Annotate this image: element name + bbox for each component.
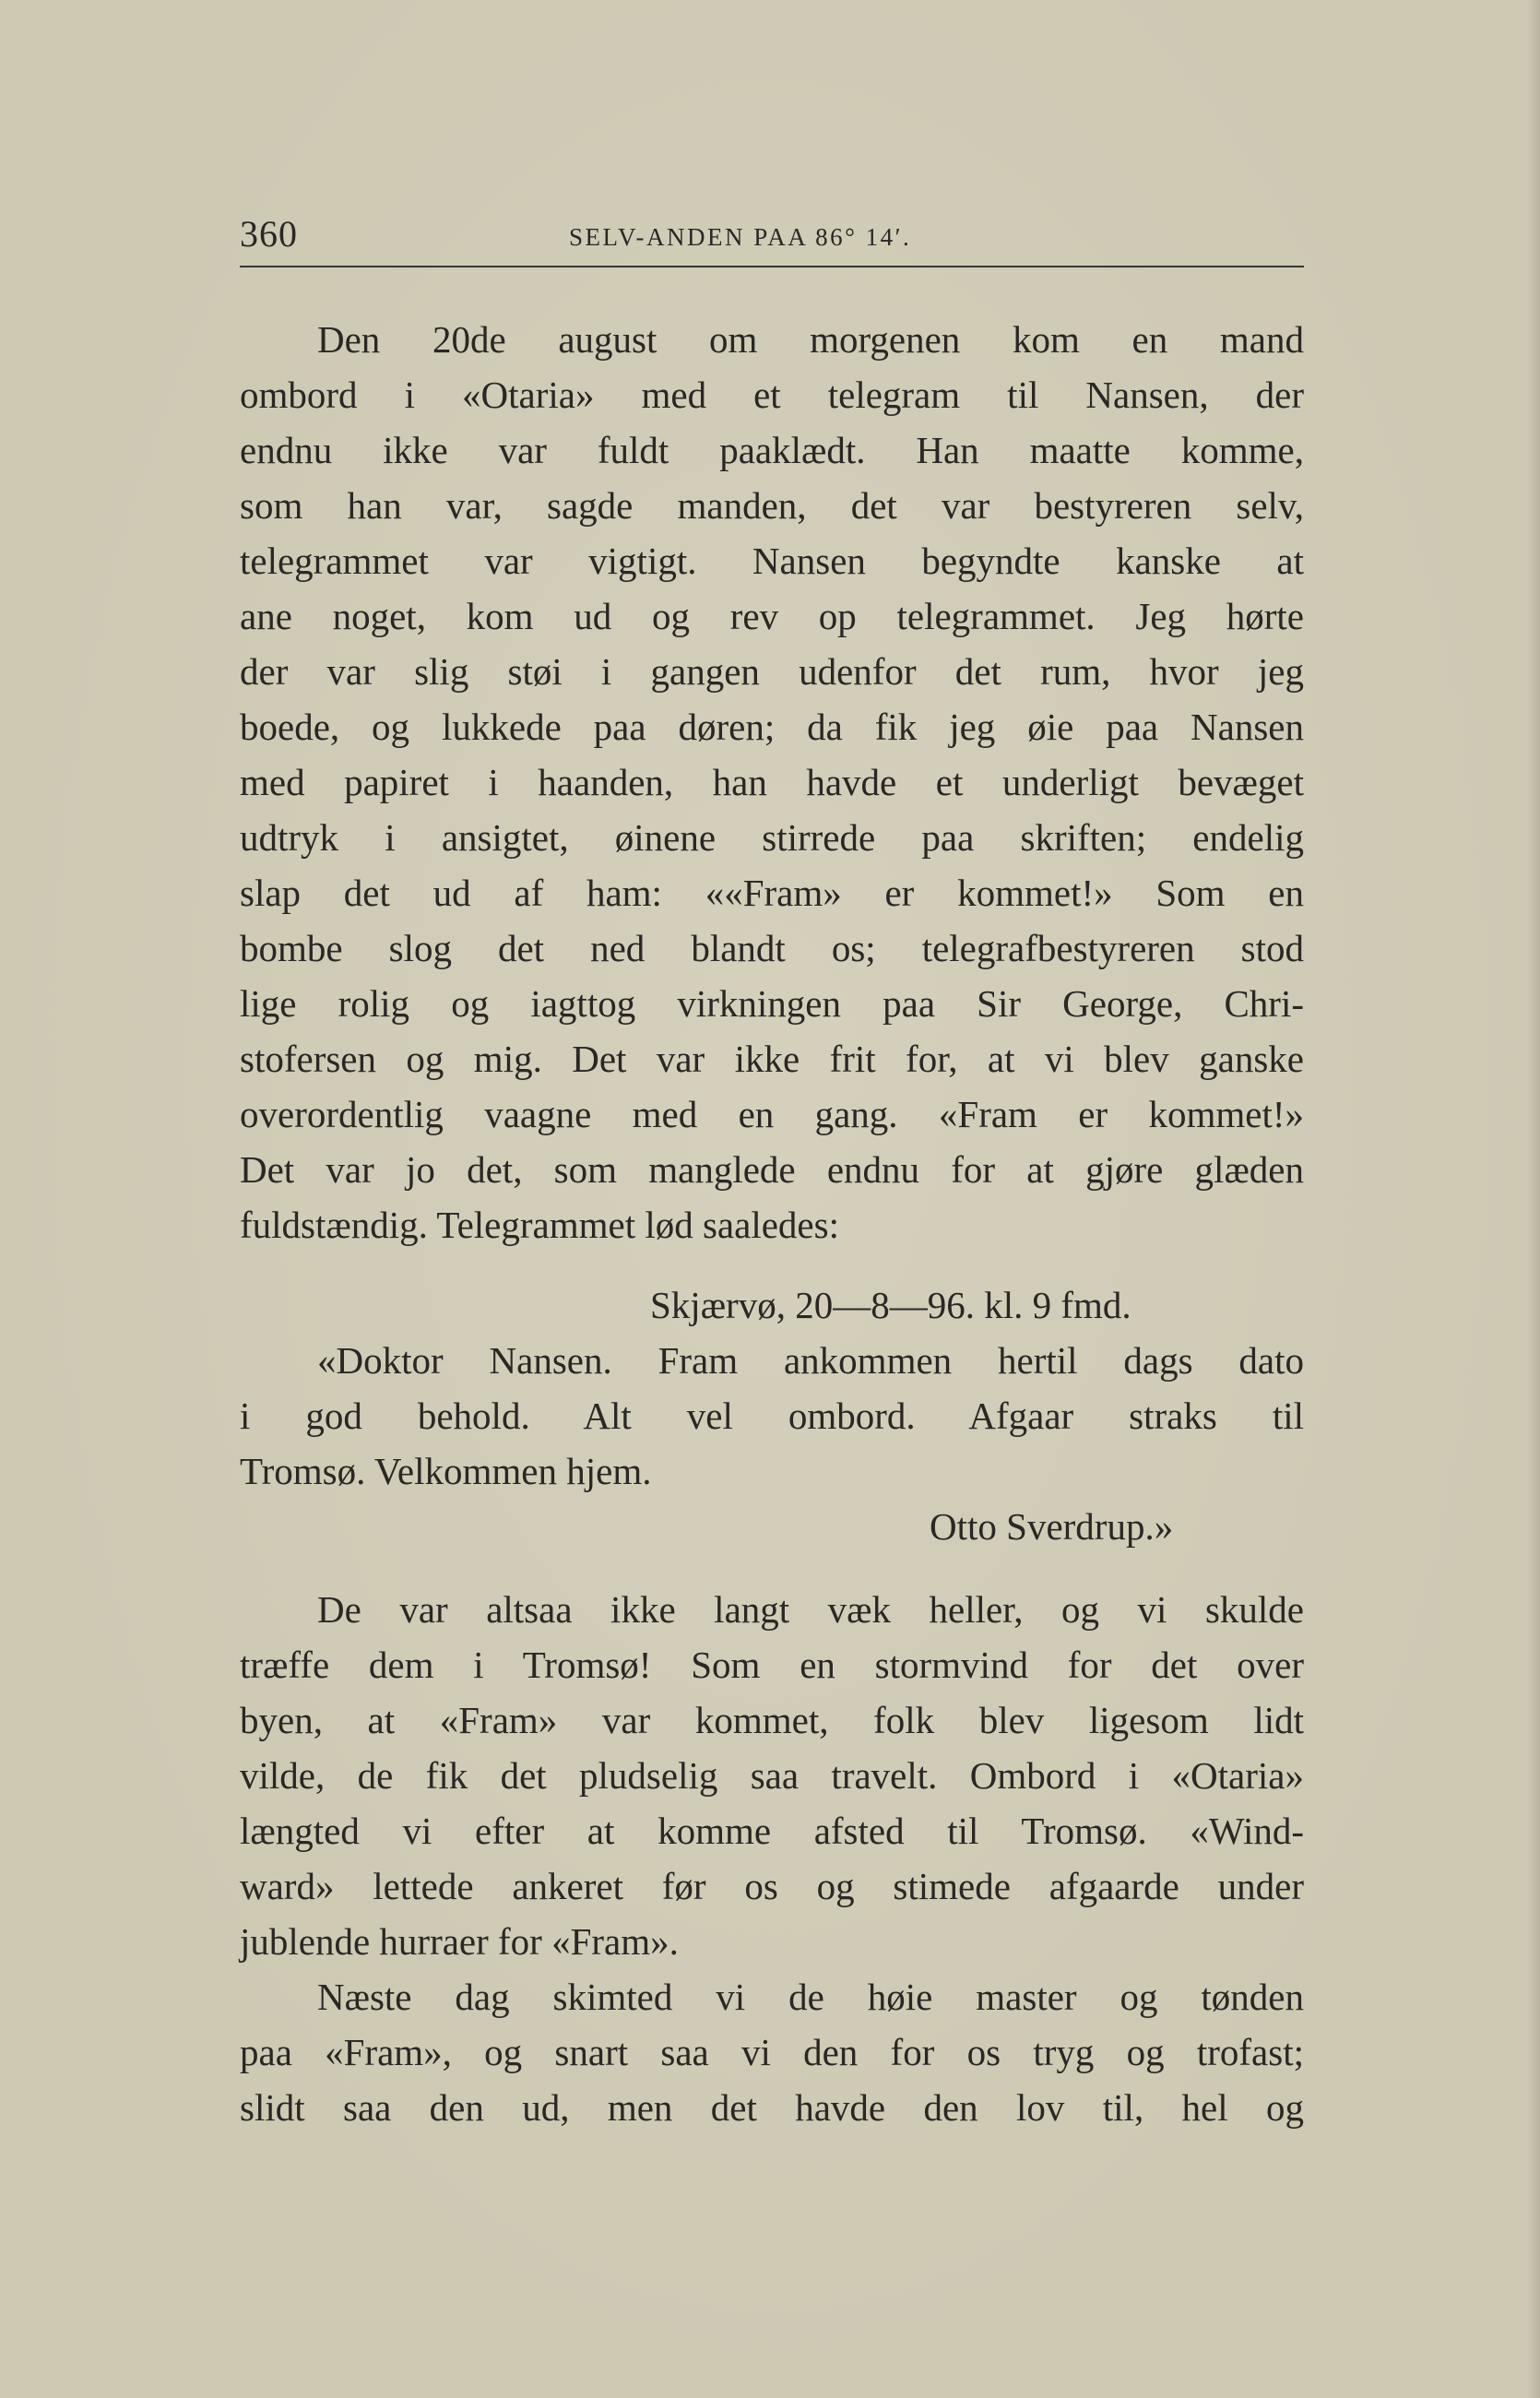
text-line: bombe slog det ned blandt os; telegrafbestyreren stod bbox=[240, 927, 1304, 969]
running-header bbox=[240, 208, 1304, 264]
text-line: længted vi efter at komme afsted til Tromsø. «Wind- bbox=[240, 1810, 1304, 1852]
text-line: overordentlig vaagne med en gang. «Fram er kommet!» bbox=[240, 1093, 1304, 1135]
text-line: Den 20de august om morgenen kom en mand bbox=[317, 318, 1304, 361]
text-line: boede, og lukkede paa døren; da fik jeg øie paa Nansen bbox=[240, 706, 1304, 748]
page-edge-shadow bbox=[1527, 0, 1540, 2398]
text-line: ombord i «Otaria» med et telegram til Nansen, der bbox=[240, 374, 1304, 416]
text-line: med papiret i haanden, han havde et underligt bevæget bbox=[240, 761, 1304, 803]
header-rule bbox=[240, 266, 1304, 267]
text-line: udtryk i ansigtet, øinene stirrede paa skriften; endelig bbox=[240, 816, 1304, 859]
text-line: Det var jo det, som manglede endnu for at gjøre glæden bbox=[240, 1148, 1304, 1191]
text-line: telegrammet var vigtigt. Nansen begyndte kanske at bbox=[240, 540, 1304, 582]
text-line: som han var, sagde manden, det var bestyreren selv, bbox=[240, 484, 1304, 527]
telegram-signature: Otto Sverdrup.» bbox=[930, 1505, 1174, 1548]
text-line: De var altsaa ikke langt væk heller, og vi skulde bbox=[317, 1588, 1304, 1631]
text-line: endnu ikke var fuldt paaklædt. Han maatte komme, bbox=[240, 429, 1304, 471]
text-line: slidt saa den ud, men det havde den lov til, hel og bbox=[240, 2086, 1304, 2129]
text-line: paa «Fram», og snart saa vi den for os tryg og trofast; bbox=[240, 2031, 1304, 2073]
telegram-line: i god behold. Alt vel ombord. Afgaar straks til bbox=[240, 1395, 1304, 1437]
telegram-dateline: Skjærvø, 20—8—96. kl. 9 fmd. bbox=[650, 1284, 1131, 1326]
text-line: Næste dag skimted vi de høie master og tønden bbox=[317, 1976, 1304, 2018]
text-line: slap det ud af ham: ««Fram» er kommet!» Som en bbox=[240, 872, 1304, 914]
text-line: ward» lettede ankeret før os og stimede afgaarde under bbox=[240, 1865, 1304, 1907]
running-title: SELV-ANDEN PAA 86° 14′. bbox=[569, 223, 912, 251]
telegram-line: «Doktor Nansen. Fram ankommen hertil dags dato bbox=[317, 1339, 1304, 1382]
text-line: jublende hurraer for «Fram». bbox=[240, 1920, 679, 1963]
telegram-line: Tromsø. Velkommen hjem. bbox=[240, 1450, 652, 1492]
text-line: byen, at «Fram» var kommet, folk blev ligesom lidt bbox=[240, 1699, 1304, 1741]
text-line: vilde, de fik det pludselig saa travelt. Ombord i «Otaria» bbox=[240, 1754, 1304, 1797]
page-number: 360 bbox=[240, 213, 298, 255]
text-line: ane noget, kom ud og rev op telegrammet. Jeg hørte bbox=[240, 595, 1304, 637]
text-line: træffe dem i Tromsø! Som en stormvind for det over bbox=[240, 1644, 1304, 1686]
text-line: der var slig støi i gangen udenfor det rum, hvor jeg bbox=[240, 650, 1304, 693]
text-line: lige rolig og iagttog virkningen paa Sir George, Chri- bbox=[240, 982, 1304, 1025]
text-line: stofersen og mig. Det var ikke frit for, at vi blev ganske bbox=[240, 1038, 1304, 1080]
text-line: fuldstændig. Telegrammet lød saaledes: bbox=[240, 1204, 839, 1246]
